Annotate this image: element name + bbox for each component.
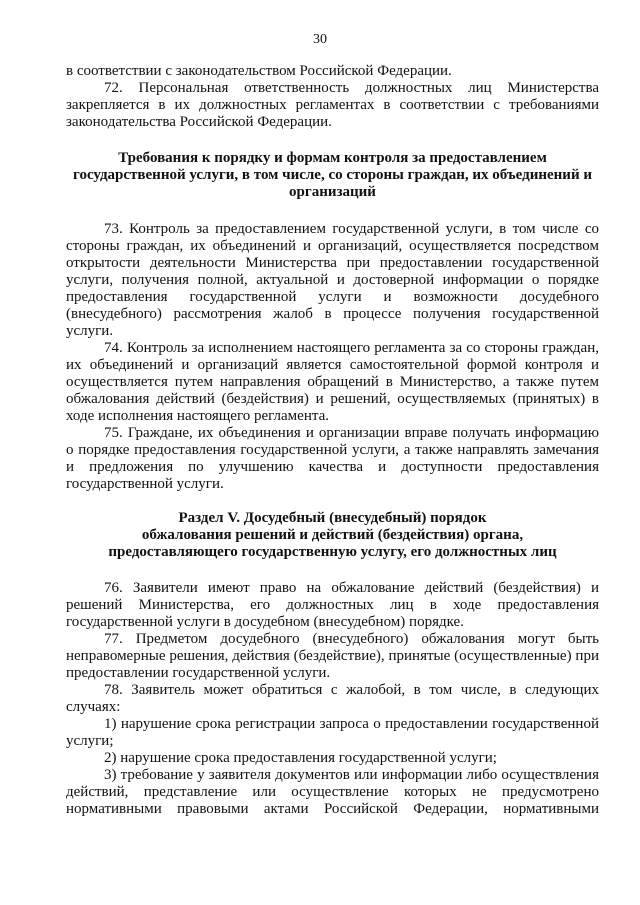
heading-line: государственной услуги, в том числе, со стороны граждан, их объединений и [73, 167, 592, 183]
paragraph-76: 76. Заявители имеют право на обжалование действий (бездействия) и решений Министерства, его должностных лиц в ходе предоставления государственной услуги в досудебном (внесудебном) порядке. [66, 580, 599, 630]
heading-line: обжалования решений и действий (бездействия) органа, [141, 527, 524, 543]
heading-line: Требования к порядку и формам контроля за предоставлением [118, 150, 547, 166]
appeal-block [66, 580, 599, 818]
paragraph-73: 73. Контроль за предоставлением государственной услуги, в том числе со стороны граждан, их объединений и организаций, осуществляется посредством открытости деятельности Министерства при предоставлении государственной услуги, получения полной, актуальной и достоверной информации о порядке предоставления государственной услуги и возможности досудебного (внесудебного) рассмотрения жалоб в процессе получения государственной услуги. [66, 221, 599, 339]
paragraph-72: 72. Персональная ответственность должностных лиц Министерства закрепляется в их должностных регламентах в соответствии с требованиями законодательства Российской Федерации. [66, 80, 599, 130]
page-number: 30 [313, 32, 327, 47]
paragraph-74: 74. Контроль за исполнением настоящего регламента за со стороны граждан, их объединений и организаций является самостоятельной формой контроля и осуществляется путем направления обращений в Министерство, а также путем обжалования действий (бездействия) и решений, осуществляемых (принятых) в ходе исполнения настоящего регламента. [66, 340, 599, 424]
section-heading-control [66, 150, 599, 201]
intro-block [66, 63, 599, 131]
paragraph-75: 75. Граждане, их объединения и организации вправе получать информацию о порядке предоставления государственной услуги, а также направлять замечания и предложения по улучшению качества и доступности предоставления государственной услуги. [66, 425, 599, 492]
list-item-1: 1) нарушение срока регистрации запроса о предоставлении государственной услуги; [66, 716, 599, 749]
continuation-line: в соответствии с законодательством Российской Федерации. [66, 63, 452, 79]
control-block [66, 221, 599, 493]
list-item-3: 3) требование у заявителя документов или информации либо осуществления действий, представление или осуществление которых не предусмотрено нормативными правовыми актами Российской Федерации, нормативными [66, 767, 599, 817]
section-heading-appeal [66, 510, 599, 561]
paragraph-77: 77. Предметом досудебного (внесудебного) обжалования могут быть неправомерные решения, действия (бездействие), принятые (осуществленные) при предоставлении государственной услуги. [66, 631, 599, 681]
paragraph-78: 78. Заявитель может обратиться с жалобой, в том числе, в следующих случаях: [66, 682, 599, 715]
heading-line: Раздел V. Досудебный (внесудебный) порядок [178, 510, 487, 526]
heading-line: организаций [289, 184, 376, 200]
heading-line: предоставляющего государственную услугу, его должностных лиц [108, 544, 557, 560]
list-item-2: 2) нарушение срока предоставления государственной услуги; [104, 750, 497, 766]
